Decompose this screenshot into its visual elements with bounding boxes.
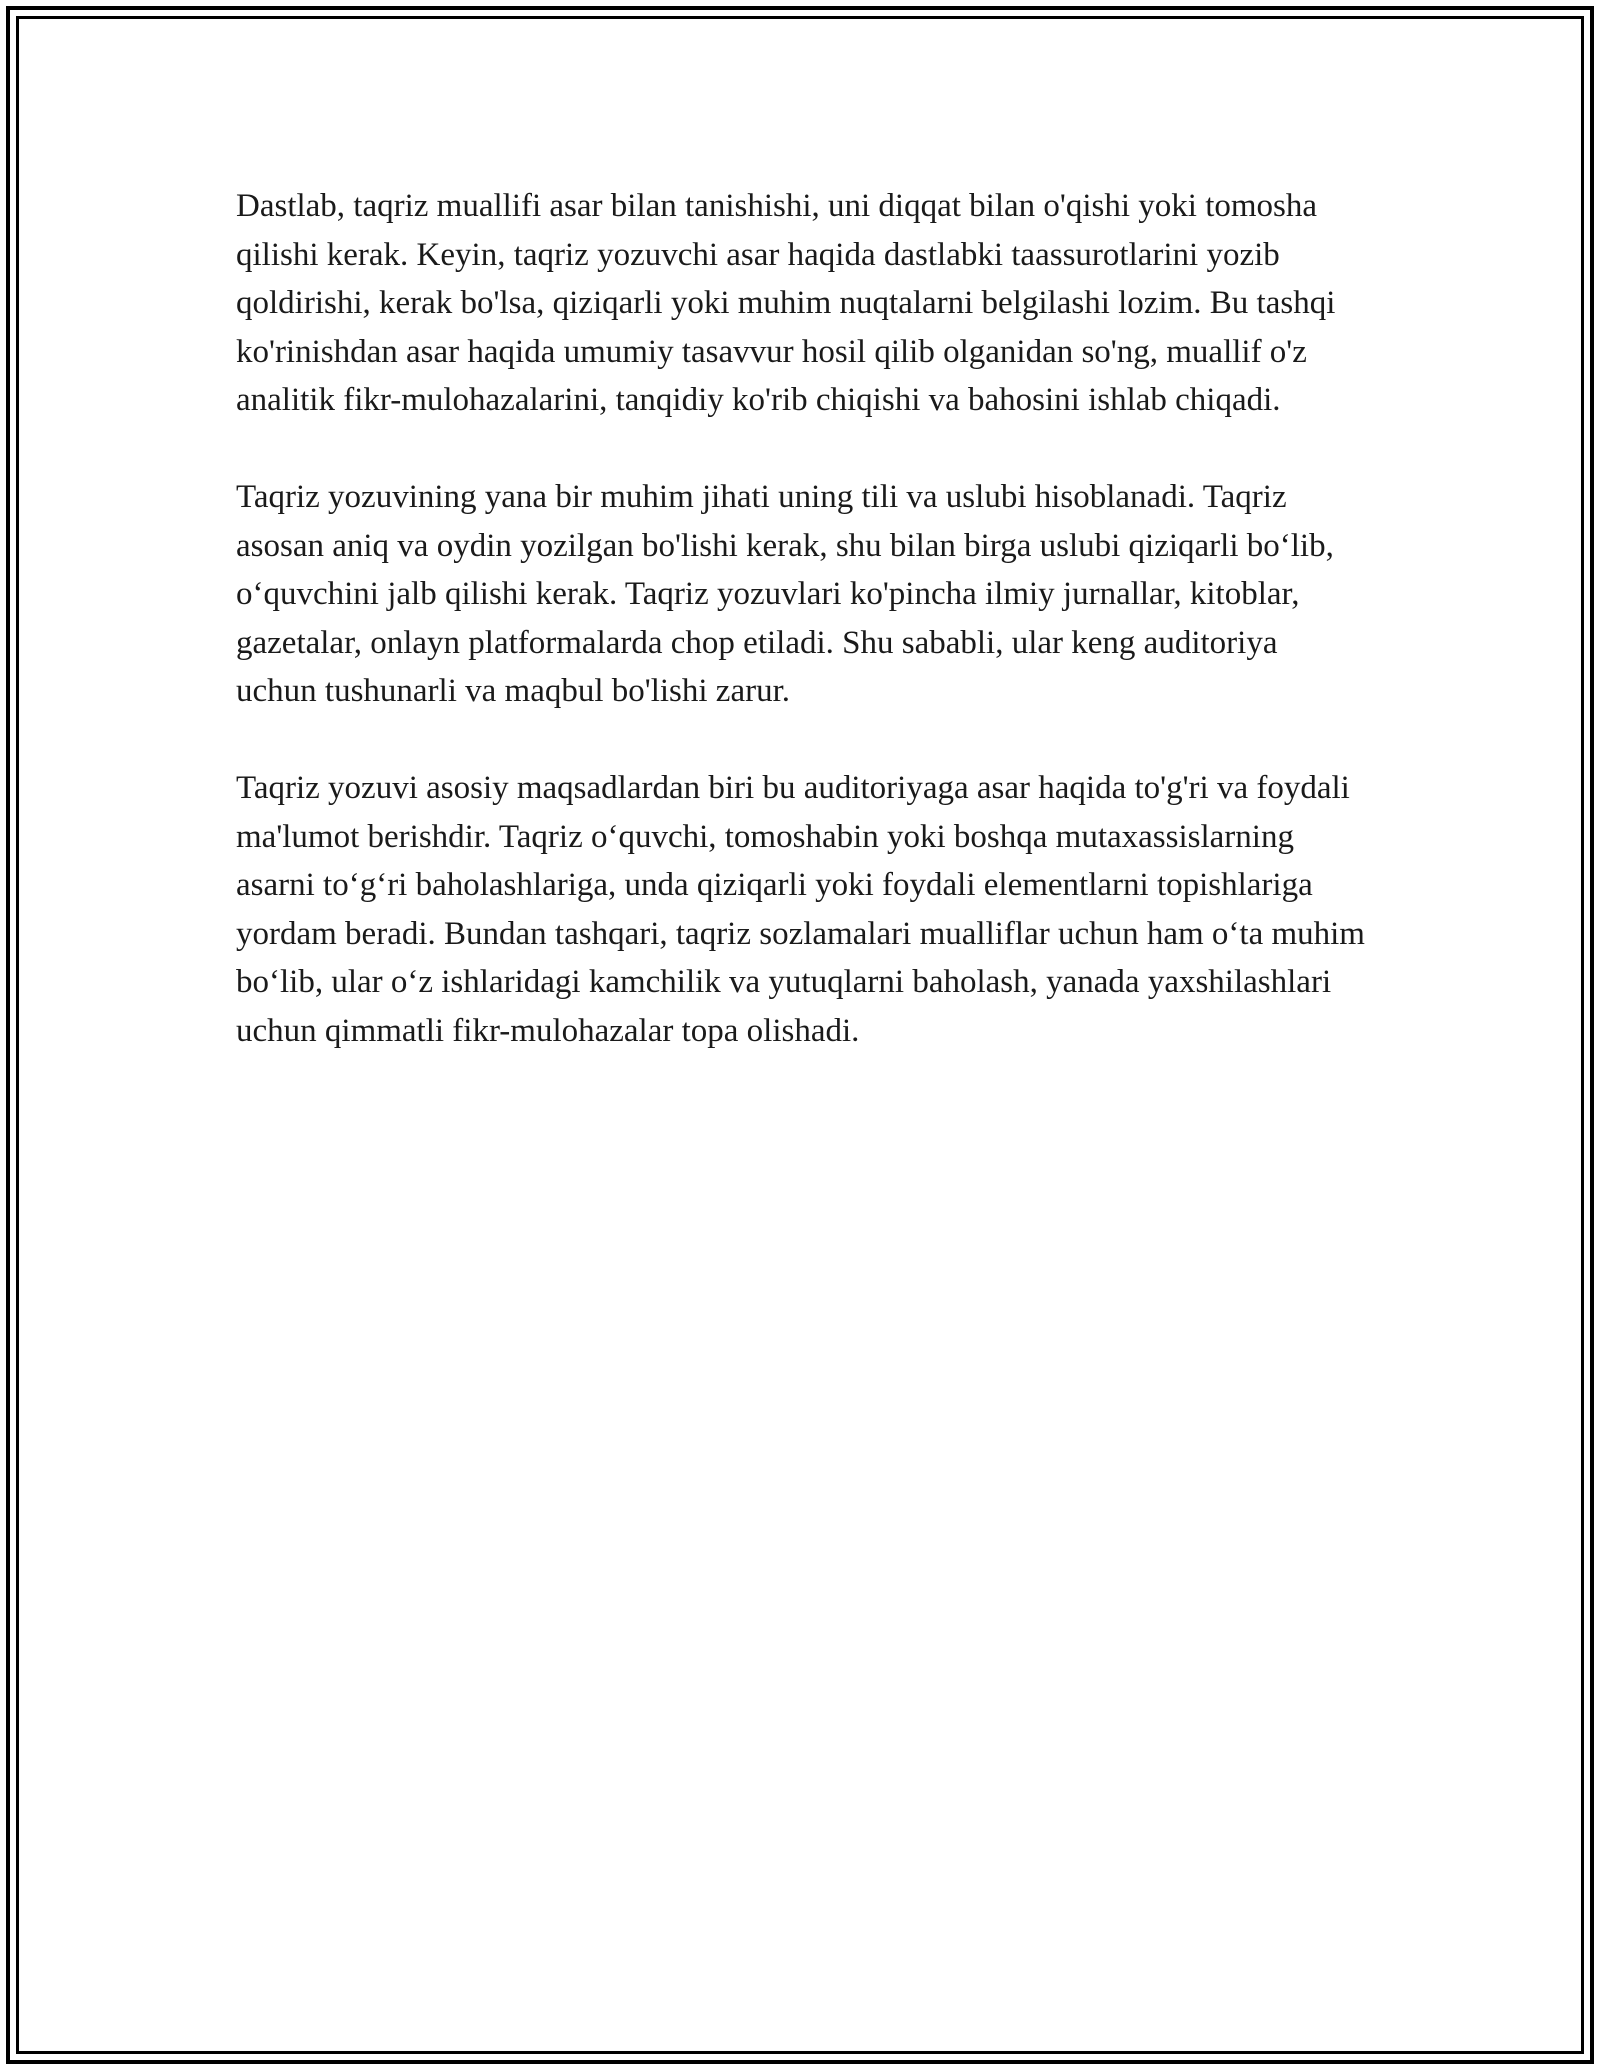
paragraph-2: Taqriz yozuvining yana bir muhim jihati uning tili va uslubi hisoblanadi. Taqriz asosan aniq va oydin yozilgan bo'lishi kerak, shu bilan birga uslubi qiziqarli boʻlib, oʻquvchini jalb qilishi kerak. Taqriz yozuvlari ko'pincha ilmiy jurnallar, kitoblar, gazetalar, onlayn platformalarda chop etiladi. Shu sababli, ular keng auditoriya uchun tushunarli va maqbul bo'lishi zarur. [236,479,1334,709]
paragraph-1: Dastlab, taqriz muallifi asar bilan tanishishi, uni diqqat bilan o'qishi yoki tomosha qilishi kerak. Keyin, taqriz yozuvchi asar haqida dastlabki taassurotlarini yozib qoldirishi, kerak bo'lsa, qiziqarli yoki muhim nuqtalarni belgilashi lozim. Bu tashqi ko'rinishdan asar haqida umumiy tasavvur hosil qilib olganidan so'ng, muallif o'z analitik fikr-mulohazalarini, tanqidiy ko'rib chiqishi va bahosini ishlab chiqadi. [236,188,1336,418]
document-body [236,182,1366,1104]
paragraph-3: Taqriz yozuvi asosiy maqsadlardan biri bu auditoriyaga asar haqida to'g'ri va foydali ma'lumot berishdir. Taqriz oʻquvchi, tomoshabin yoki boshqa mutaxassislarning asarni toʻgʻri baholashlariga, unda qiziqarli yoki foydali elementlarni topishlariga yordam beradi. Bundan tashqari, taqriz sozlamalari mualliflar uchun ham oʻta muhim boʻlib, ular oʻz ishlaridagi kamchilik va yutuqlarni baholash, yanada yaxshilashlari uchun qimmatli fikr-mulohazalar topa olishadi. [236,770,1365,1049]
